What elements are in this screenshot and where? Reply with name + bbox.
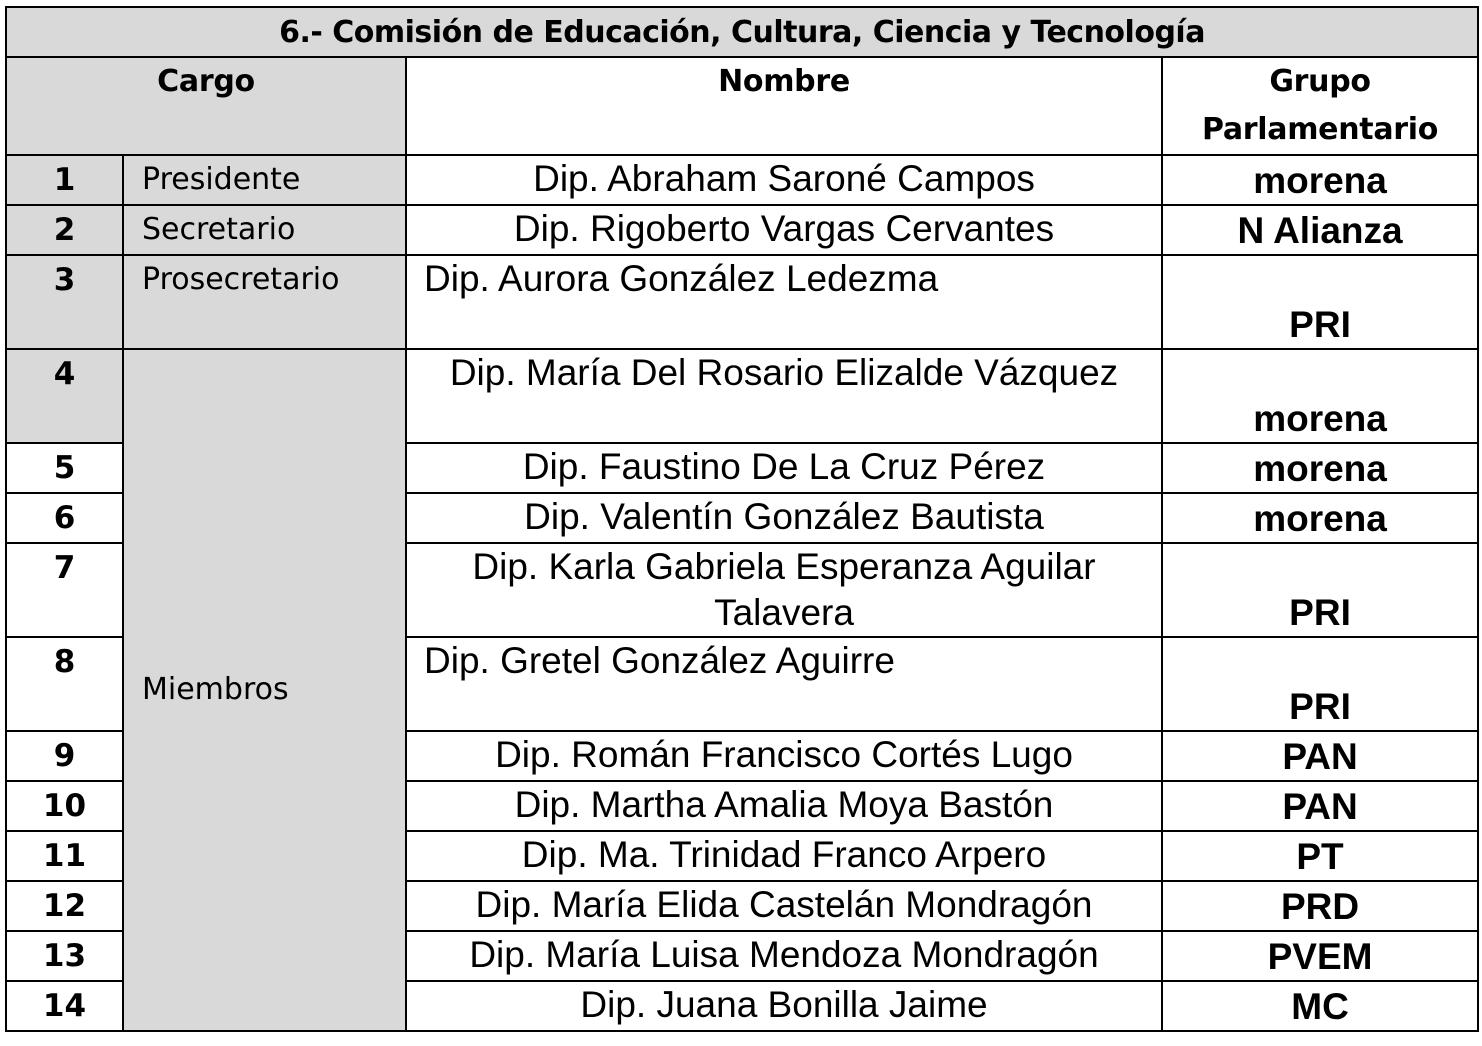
header-grupo-parlamentario [1162,57,1478,155]
row-number: 14 [6,981,123,1031]
party-label: PRI [1162,255,1478,349]
table-row [6,155,1478,205]
party-label: PAN [1162,781,1478,831]
row-number: 1 [6,155,123,205]
role-label: Secretario [123,205,406,255]
member-name: Dip. María Elida Castelán Mondragón [406,881,1162,931]
row-number: 2 [6,205,123,255]
member-name: Dip. Román Francisco Cortés Lugo [406,731,1162,781]
row-number: 5 [6,443,123,493]
row-number: 7 [6,543,123,637]
row-number: 8 [6,637,123,731]
header-nombre: Nombre [406,57,1162,155]
party-label: morena [1162,155,1478,205]
role-label: Presidente [123,155,406,205]
member-name: Dip. María Luisa Mendoza Mondragón [406,931,1162,981]
party-label: PAN [1162,731,1478,781]
party-label: MC [1162,981,1478,1031]
member-name: Dip. Rigoberto Vargas Cervantes [406,205,1162,255]
member-name: Dip. Karla Gabriela Esperanza Aguilar Talavera [406,543,1162,637]
commission-table [5,6,1479,1032]
member-name: Dip. Juana Bonilla Jaime [406,981,1162,1031]
party-label: morena [1162,443,1478,493]
row-number: 4 [6,349,123,443]
member-name: Dip. María Del Rosario Elizalde Vázquez [406,349,1162,443]
member-name: Dip. Valentín González Bautista [406,493,1162,543]
table-title: 6.- Comisión de Educación, Cultura, Ciencia y Tecnología [6,7,1478,57]
party-label: PRI [1162,543,1478,637]
party-label: morena [1162,493,1478,543]
row-number: 12 [6,881,123,931]
member-name: Dip. Gretel González Aguirre [406,637,1162,731]
party-label: PVEM [1162,931,1478,981]
party-label: morena [1162,349,1478,443]
table-row [6,205,1478,255]
party-label: PRI [1162,637,1478,731]
row-number: 6 [6,493,123,543]
member-name: Dip. Ma. Trinidad Franco Arpero [406,831,1162,881]
table-row [6,349,1478,443]
row-number: 3 [6,255,123,349]
role-label-members: Miembros [123,349,406,1031]
member-name: Dip. Martha Amalia Moya Bastón [406,781,1162,831]
party-label: N Alianza [1162,205,1478,255]
row-number: 11 [6,831,123,881]
header-grupo-line2: Parlamentario [1201,112,1439,147]
row-number: 9 [6,731,123,781]
party-label: PRD [1162,881,1478,931]
member-name: Dip. Abraham Saroné Campos [406,155,1162,205]
member-name: Dip. Aurora González Ledezma [406,255,1162,349]
header-grupo-line1: Grupo [1269,64,1371,99]
row-number: 13 [6,931,123,981]
member-name: Dip. Faustino De La Cruz Pérez [406,443,1162,493]
table-row [6,255,1478,349]
party-label: PT [1162,831,1478,881]
header-cargo: Cargo [6,57,406,155]
role-label: Prosecretario [123,255,406,349]
row-number: 10 [6,781,123,831]
